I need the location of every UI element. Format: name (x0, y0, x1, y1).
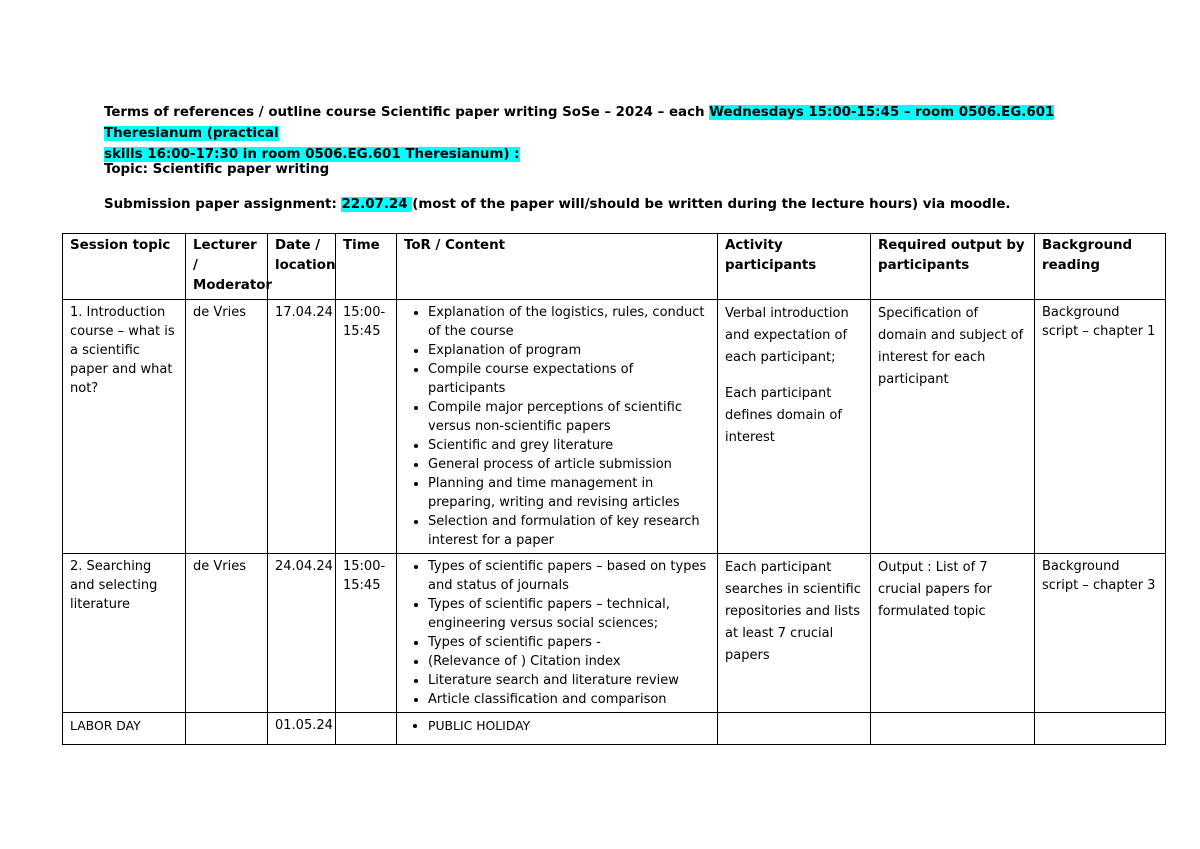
submission-date: 22.07.24 (341, 197, 413, 212)
table-row (63, 713, 1166, 745)
output-cell (871, 713, 1035, 745)
content-cell (397, 713, 718, 745)
title-text: Terms of references / outline course Scientific paper writing SoSe – 2024 – each (104, 105, 710, 120)
table-header-row (63, 234, 1166, 300)
date-cell: 17.04.24 (268, 300, 336, 554)
column-header: Background reading (1035, 234, 1166, 300)
content-cell (397, 300, 718, 554)
list-item: • Compile course expectations of participants (428, 360, 710, 398)
list-item: • Explanation of the logistics, rules, conduct of the course (428, 303, 710, 341)
title-highlight-1: Wednesdays 15:00-15:45 – room 0506.EG.601 Theresianum (practical (104, 105, 1055, 141)
title-highlight-2: skills 16:00-17:30 in room 0506.EG.601 Theresianum) : (104, 147, 520, 162)
column-header: Date / location (268, 234, 336, 300)
activity-cell (718, 300, 871, 554)
column-header: Required output by participants (871, 234, 1035, 300)
list-item: • Types of scientific papers - (428, 633, 710, 652)
reading-cell: Background script – chapter 3 (1035, 554, 1166, 713)
output-cell: Specification of domain and subject of interest for each participant (871, 300, 1035, 554)
reading-cell (1035, 713, 1166, 745)
content-list (404, 716, 710, 735)
time-cell: 15:00-15:45 (336, 300, 397, 554)
session-topic-cell: 1. Introduction course – what is a scientific paper and what not? (63, 300, 186, 554)
title-line-1 (104, 102, 1094, 144)
lecturer-cell (186, 713, 268, 745)
list-item: • Article classification and comparison (428, 690, 710, 709)
lecturer-cell: de Vries (186, 554, 268, 713)
lecturer-cell: de Vries (186, 300, 268, 554)
submission-label: Submission paper assignment: (104, 197, 342, 212)
time-cell: 15:00-15:45 (336, 554, 397, 713)
date-cell: 01.05.24 (268, 713, 336, 745)
reading-cell: Background script – chapter 1 (1035, 300, 1166, 554)
content-list (404, 303, 710, 550)
activity-cell (718, 713, 871, 745)
schedule-table (62, 233, 1166, 745)
table-row (63, 554, 1166, 713)
activity-text: Each participant defines domain of interest (725, 386, 842, 445)
list-item: • PUBLIC HOLIDAY (428, 716, 710, 735)
column-header: Time (336, 234, 397, 300)
activity-text: Each participant searches in scientific repositories and lists at least 7 crucial papers (725, 560, 861, 663)
column-header: ToR / Content (397, 234, 718, 300)
list-item: • Explanation of program (428, 341, 710, 360)
list-item: • Scientific and grey literature (428, 436, 710, 455)
topic-line: Topic: Scientific paper writing (104, 162, 330, 177)
list-item: • Types of scientific papers – based on types and status of journals (428, 557, 710, 595)
content-list (404, 557, 710, 709)
session-topic-cell: LABOR DAY (63, 713, 186, 745)
list-item: • (Relevance of ) Citation index (428, 652, 710, 671)
submission-line (104, 197, 1011, 212)
session-topic-cell: 2. Searching and selecting literature (63, 554, 186, 713)
output-cell: Output : List of 7 crucial papers for formulated topic (871, 554, 1035, 713)
course-title (104, 102, 1094, 165)
list-item: • General process of article submission (428, 455, 710, 474)
list-item: • Compile major perceptions of scientific versus non-scientific papers (428, 398, 710, 436)
content-cell (397, 554, 718, 713)
list-item: • Literature search and literature review (428, 671, 710, 690)
date-cell: 24.04.24 (268, 554, 336, 713)
submission-note: (most of the paper will/should be written during the lecture hours) via moodle. (412, 197, 1011, 212)
time-cell (336, 713, 397, 745)
list-item: • Types of scientific papers – technical, engineering versus social sciences; (428, 595, 710, 633)
activity-text: Verbal introduction and expectation of each participant; (725, 306, 849, 365)
column-header: Session topic (63, 234, 186, 300)
table-row (63, 300, 1166, 554)
column-header: Activity participants (718, 234, 871, 300)
list-item: • Planning and time management in preparing, writing and revising articles (428, 474, 710, 512)
column-header: Lecturer / Moderator (186, 234, 268, 300)
list-item: • Selection and formulation of key research interest for a paper (428, 512, 710, 550)
activity-cell (718, 554, 871, 713)
